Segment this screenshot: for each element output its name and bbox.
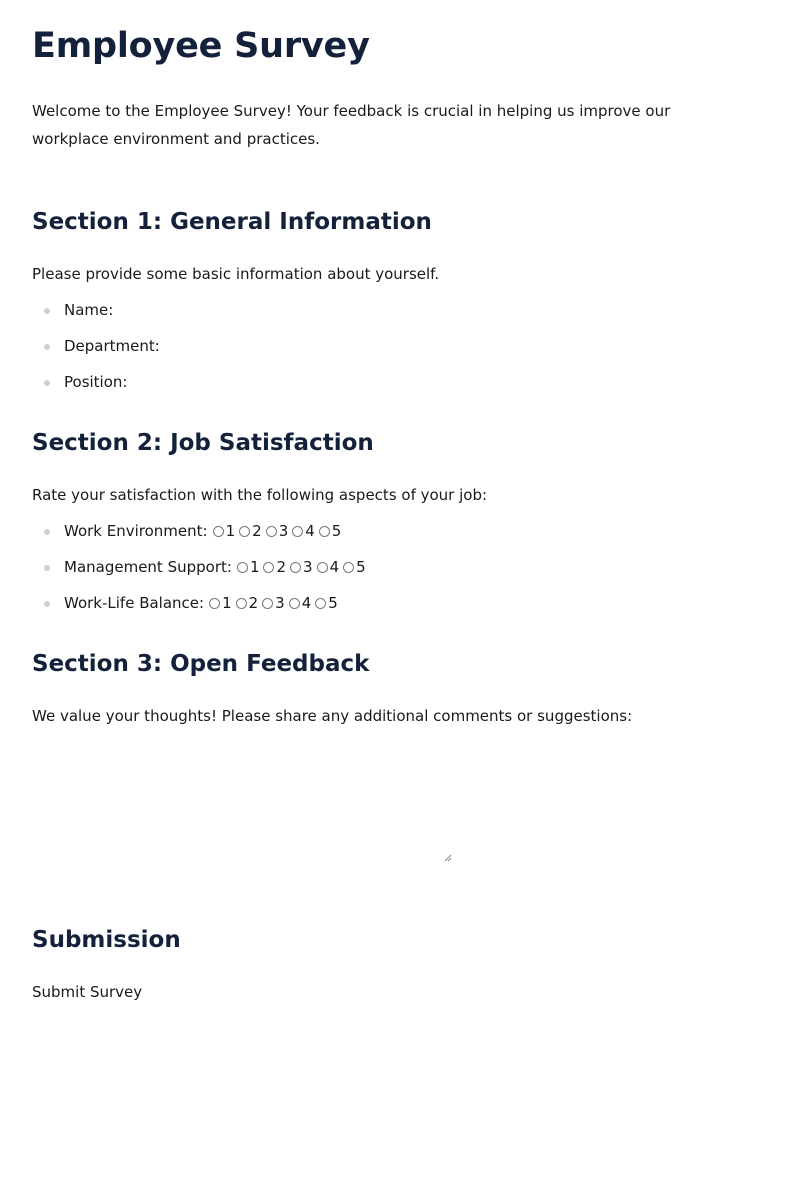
page-title: Employee Survey — [32, 26, 370, 66]
rating-value: 2 — [252, 522, 262, 540]
section-2-description: Rate your satisfaction with the following aspects of your job: — [32, 486, 488, 504]
resize-handle-icon[interactable] — [444, 854, 452, 862]
management-support-radio-5[interactable] — [343, 562, 354, 573]
work-environment-radio-4[interactable] — [292, 526, 303, 537]
rating-value: 1 — [249, 558, 260, 576]
position-item — [32, 372, 768, 392]
rating-value: 5 — [356, 558, 366, 576]
rating-value: 3 — [303, 558, 313, 576]
position-label: Position: — [64, 373, 128, 391]
satisfaction-list — [32, 521, 768, 613]
rating-value: 5 — [331, 522, 342, 540]
work-life-balance-item — [32, 593, 768, 613]
department-item — [32, 336, 768, 356]
department-label: Department: — [64, 337, 160, 355]
name-item — [32, 300, 768, 320]
rating-value: 3 — [275, 594, 285, 612]
name-label: Name: — [64, 301, 114, 319]
rating-value: 4 — [305, 522, 315, 540]
work-life-balance-label: Work-Life Balance: — [64, 594, 205, 612]
submission-heading: Submission — [32, 927, 181, 953]
rating-value: 5 — [328, 594, 338, 612]
rating-value: 4 — [329, 558, 340, 576]
section-2-heading: Section 2: Job Satisfaction — [32, 430, 374, 456]
management-support-radio-2[interactable] — [263, 562, 274, 573]
section-1-heading: Section 1: General Information — [32, 209, 432, 235]
work-environment-radio-1[interactable] — [213, 526, 224, 537]
section-1-description: Please provide some basic information about yourself. — [32, 265, 440, 283]
work-life-balance-rating — [207, 593, 340, 613]
rating-value: 1 — [222, 594, 232, 612]
management-support-rating — [235, 557, 368, 577]
work-environment-label: Work Environment: — [64, 522, 208, 540]
management-support-item — [32, 557, 768, 577]
rating-value: 1 — [225, 522, 236, 540]
work-life-balance-radio-5[interactable] — [315, 598, 326, 609]
management-support-label: Management Support: — [64, 558, 232, 576]
work-environment-radio-3[interactable] — [266, 526, 277, 537]
rating-value: 2 — [276, 558, 287, 576]
feedback-textarea[interactable] — [32, 752, 452, 862]
management-support-radio-1[interactable] — [237, 562, 248, 573]
rating-value: 2 — [248, 594, 259, 612]
work-life-balance-radio-2[interactable] — [236, 598, 247, 609]
section-3-description: We value your thoughts! Please share any additional comments or suggestions: — [32, 707, 633, 725]
work-life-balance-radio-3[interactable] — [262, 598, 273, 609]
management-support-radio-4[interactable] — [317, 562, 328, 573]
intro-text: Welcome to the Employee Survey! Your feedback is crucial in helping us improve our workplace environment and practices. — [32, 102, 671, 148]
rating-value: 4 — [301, 594, 312, 612]
rating-value: 3 — [278, 522, 289, 540]
work-life-balance-radio-4[interactable] — [289, 598, 300, 609]
management-support-radio-3[interactable] — [290, 562, 301, 573]
work-environment-rating — [211, 521, 344, 541]
work-environment-radio-2[interactable] — [239, 526, 250, 537]
work-life-balance-radio-1[interactable] — [209, 598, 220, 609]
section-3-heading: Section 3: Open Feedback — [32, 651, 370, 677]
general-info-list — [32, 300, 768, 392]
submit-survey-button[interactable]: Submit Survey — [32, 983, 143, 1001]
work-environment-radio-5[interactable] — [319, 526, 330, 537]
work-environment-item — [32, 521, 768, 541]
